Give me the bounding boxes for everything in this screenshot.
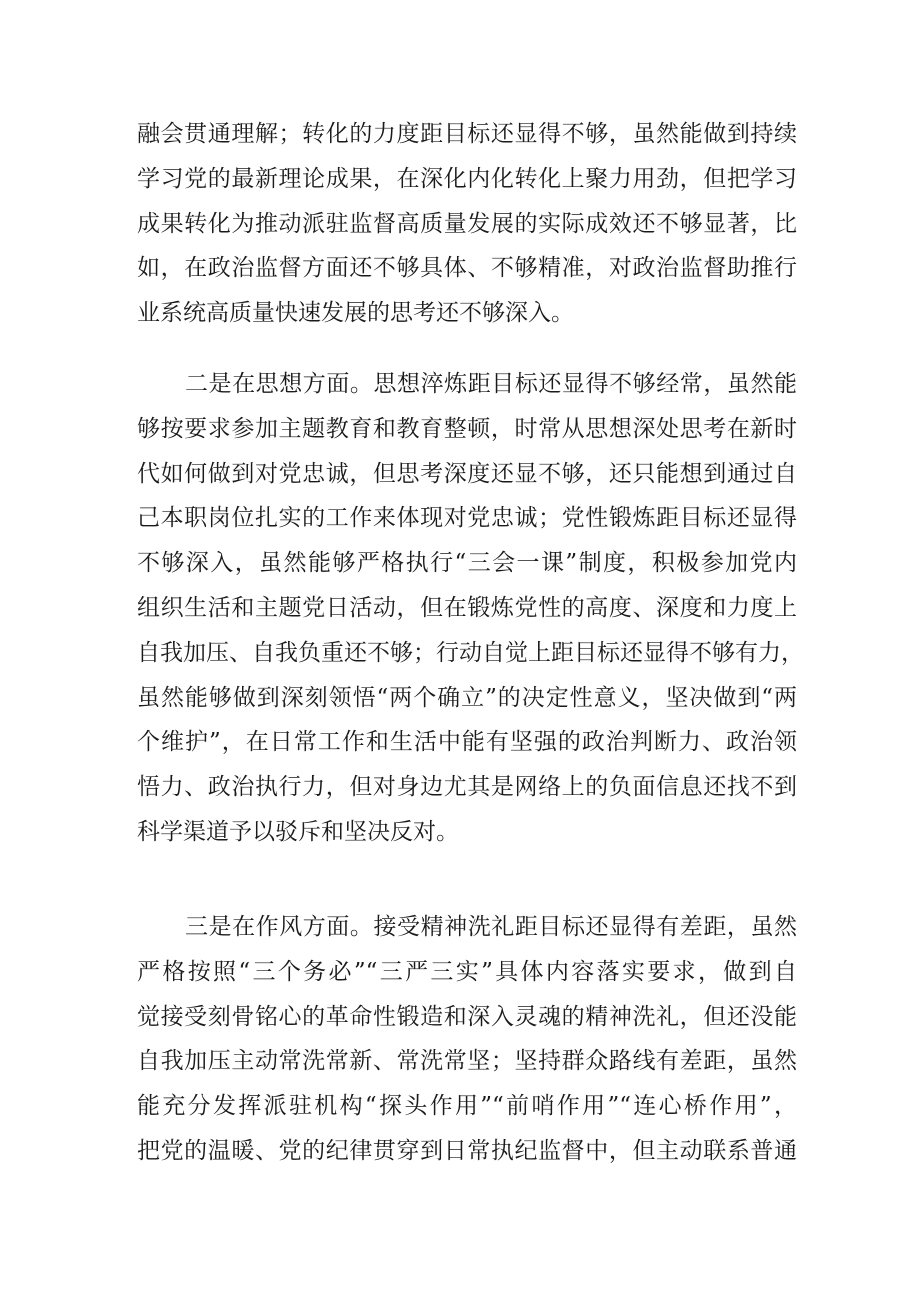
text-line: 如，在政治监督方面还不够具体、不够精准，对政治监督助推行 [137, 255, 797, 282]
text-line: 自我加压、自我负重还不够；行动自觉上距目标还显得不够有力， [137, 639, 804, 666]
text-line: 业系统高质量快速发展的思考还不够深入。 [137, 300, 574, 327]
text-line: 自我加压主动常洗常新、常洗常坚；坚持群众路线有差距，虽然 [137, 1048, 797, 1075]
text-line: 融会贯通理解；转化的力度距目标还显得不够，虽然能做到持续 [137, 121, 797, 147]
text-line: 悟力、政治执行力，但对身边尤其是网络上的负面信息还找不到 [137, 774, 797, 801]
paragraph-1 [137, 112, 797, 336]
text-line: 个维护”，在日常工作和生活中能有坚强的政治判断力、政治领 [137, 729, 797, 756]
paragraph-3 [137, 905, 797, 1174]
paragraph-2 [137, 362, 804, 855]
text-line: 把党的温暖、党的纪律贯穿到日常执纪监督中，但主动联系普通 [137, 1137, 797, 1164]
text-line: 成果转化为推动派驻监督高质量发展的实际成效还不够显著，比 [137, 210, 797, 237]
text-line: 组织生活和主题党日活动，但在锻炼党性的高度、深度和力度上 [137, 594, 797, 621]
text-line: 己本职岗位扎实的工作来体现对党忠诚；党性锻炼距目标还显得 [137, 505, 797, 532]
text-line: 严格按照“三个务必”“三严三实”具体内容落实要求，做到自 [137, 958, 797, 985]
text-line: 学习党的最新理论成果，在深化内化转化上聚力用劲，但把学习 [137, 165, 797, 192]
text-line: 三是在作风方面。接受精神洗礼距目标还显得有差距，虽然 [185, 914, 797, 940]
text-line: 二是在思想方面。思想淬炼距目标还显得不够经常，虽然能 [185, 371, 797, 397]
text-line: 虽然能够做到深刻领悟“两个确立”的决定性意义，坚决做到“两 [137, 684, 797, 711]
text-line: 科学渠道予以驳斥和坚决反对。 [137, 818, 459, 845]
text-line: 够按要求参加主题教育和教育整顿，时常从思想深处思考在新时 [137, 415, 797, 442]
text-line: 能充分发挥派驻机构“探头作用”“前哨作用”“连心桥作用”， [137, 1093, 797, 1120]
text-line: 觉接受刻骨铭心的革命性锻造和深入灵魂的精神洗礼，但还没能 [137, 1003, 797, 1030]
text-line: 不够深入，虽然能够严格执行“三会一课”制度，积极参加党内 [137, 550, 797, 577]
text-line: 代如何做到对党忠诚，但思考深度还显不够，还只能想到通过自 [137, 460, 797, 487]
